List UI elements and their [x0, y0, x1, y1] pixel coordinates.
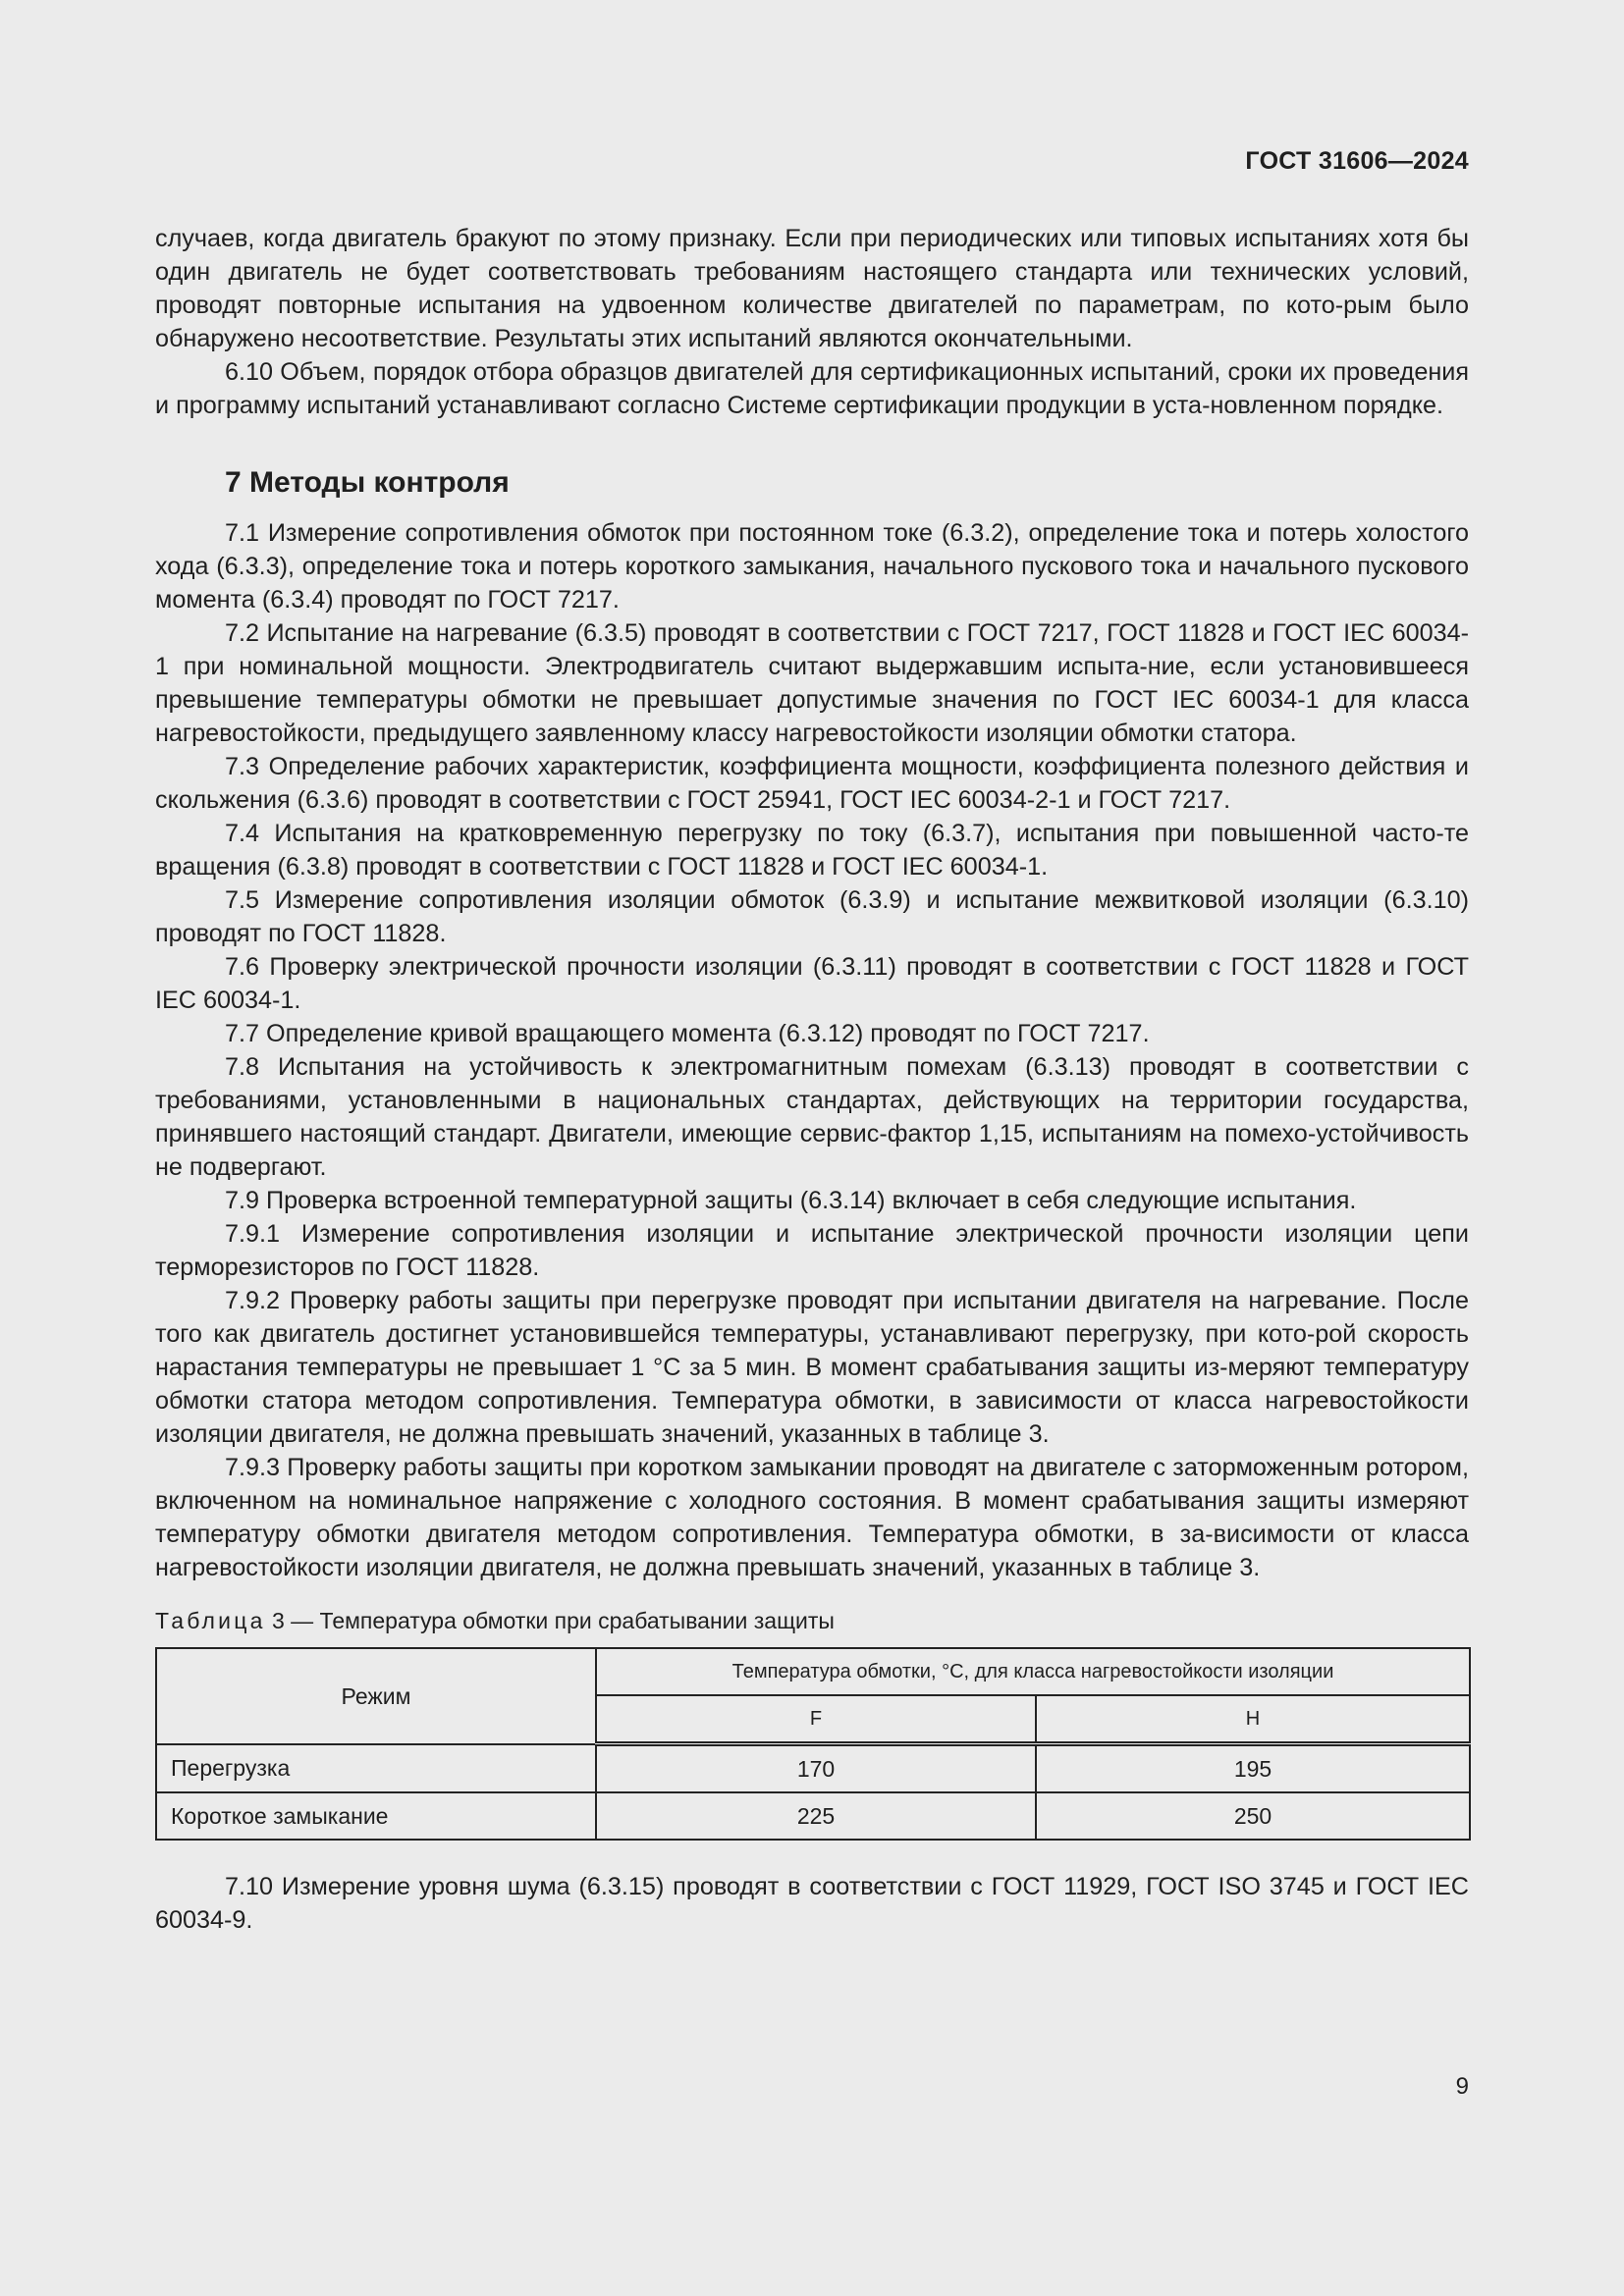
table-cell-f: 170 — [596, 1744, 1036, 1793]
paragraph-7-9: 7.9 Проверка встроенной температурной защиты (6.3.14) включает в себя следующие испытания. — [225, 1187, 1357, 1214]
table-header-class-f: F — [596, 1695, 1036, 1744]
table-cell-f: 225 — [596, 1792, 1036, 1840]
document-header: ГОСТ 31606—2024 — [1245, 147, 1469, 175]
paragraph-7-6: 7.6 Проверку электрической прочности изоляции (6.3.11) проводят в соответствии с ГОСТ 11828 и ГОСТ IEC 60034-1. — [155, 953, 1469, 1014]
paragraph-continuation: случаев, когда двигатель бракуют по этому признаку. Если при периодических или типовых испытаниях хотя бы один двигатель не будет соответствовать требованиям настоящего стандарта или технических условий, проводят повторные испытания на удвоенном количестве двигателей по параметрам, по кото-рым было обнаружено несоответствие. Результаты этих испытаний являются окончательными. — [155, 225, 1469, 352]
page-body — [155, 222, 1469, 1937]
paragraph-7-7: 7.7 Определение кривой вращающего момента (6.3.12) проводят по ГОСТ 7217. — [225, 1020, 1150, 1047]
temperature-table — [155, 1647, 1471, 1841]
table-caption-label: Таблица — [155, 1608, 266, 1633]
table-header-mode: Режим — [156, 1648, 596, 1744]
table-row — [156, 1792, 1470, 1840]
paragraph-7-3: 7.3 Определение рабочих характеристик, коэффициента мощности, коэффициента полезного действия и скольжения (6.3.6) проводят в соответствии с ГОСТ 25941, ГОСТ IEC 60034-2-1 и ГОСТ 7217. — [155, 753, 1469, 814]
paragraph-7-9-1: 7.9.1 Измерение сопротивления изоляции и испытание электрической прочности изоляции цепи терморезисторов по ГОСТ 11828. — [155, 1220, 1469, 1281]
table-cell-h: 195 — [1036, 1744, 1470, 1793]
paragraph-6-10: 6.10 Объем, порядок отбора образцов двигателей для сертификационных испытаний, сроки их проведения и программу испытаний устанавливают согласно Системе сертификации продукции в уста-новленном порядке. — [155, 358, 1469, 419]
paragraph-7-2: 7.2 Испытание на нагревание (6.3.5) проводят в соответствии с ГОСТ 7217, ГОСТ 11828 и ГОСТ IEC 60034-1 при номинальной мощности. Электродвигатель считают выдержавшим испыта-ние, если установившееся превышение температуры обмотки не превышает допустимые значения по ГОСТ IEC 60034-1 для класса нагревостойкости, предыдущего заявленному классу нагревостойкости изоляции обмотки статора. — [155, 619, 1469, 747]
page-number: 9 — [1455, 2073, 1469, 2100]
paragraph-7-10: 7.10 Измерение уровня шума (6.3.15) проводят в соответствии с ГОСТ 11929, ГОСТ ISO 3745 и ГОСТ IEC 60034-9. — [155, 1873, 1469, 1934]
paragraph-7-5: 7.5 Измерение сопротивления изоляции обмоток (6.3.9) и испытание межвитковой изоляции (6.3.10) проводят по ГОСТ 11828. — [155, 886, 1469, 947]
table-caption-text: 3 — Температура обмотки при срабатывании защиты — [265, 1608, 835, 1633]
table-cell-mode: Перегрузка — [156, 1744, 596, 1793]
table-header-class-h: H — [1036, 1695, 1470, 1744]
table-cell-h: 250 — [1036, 1792, 1470, 1840]
paragraph-7-1: 7.1 Измерение сопротивления обмоток при постоянном токе (6.3.2), определение тока и потерь холостого хода (6.3.3), определение тока и потерь короткого замыкания, начального пускового тока и начального пускового момента (6.3.4) проводят по ГОСТ 7217. — [155, 519, 1469, 614]
paragraph-7-9-3: 7.9.3 Проверку работы защиты при коротком замыкании проводят на двигателе с заторможенным ротором, включенном на номинальное напряжение с холодного состояния. В момент срабатывания защиты измеряют температуру обмотки двигателя методом сопротивления. Температура обмотки, в за-висимости от класса нагревостойкости изоляции двигателя, не должна превышать значений, указанных в таблице 3. — [155, 1454, 1469, 1581]
section-heading: 7 Методы контроля — [225, 466, 510, 499]
paragraph-7-9-2: 7.9.2 Проверку работы защиты при перегрузке проводят при испытании двигателя на нагревание. После того как двигатель достигнет установившейся температуры, устанавливают перегрузку, при кото-рой скорость нарастания температуры не превышает 1 °С за 5 мин. В момент срабатывания защиты из-меряют температуру обмотки статора методом сопротивления. Температура обмотки, в зависимости от класса нагревостойкости изоляции двигателя, не должна превышать значений, указанных в таблице 3. — [155, 1287, 1469, 1448]
paragraph-7-4: 7.4 Испытания на кратковременную перегрузку по току (6.3.7), испытания при повышенной часто-те вращения (6.3.8) проводят в соответствии с ГОСТ 11828 и ГОСТ IEC 60034-1. — [155, 820, 1469, 881]
table-caption — [155, 1606, 1469, 1635]
paragraph-7-8: 7.8 Испытания на устойчивость к электромагнитным помехам (6.3.13) проводят в соответствии с требованиями, установленными в национальных стандартах, действующих на территории государства, принявшего настоящий стандарт. Двигатели, имеющие сервис-фактор 1,15, испытаниям на помехо-устойчивость не подвергают. — [155, 1053, 1469, 1181]
table-row — [156, 1744, 1470, 1793]
table-cell-mode: Короткое замыкание — [156, 1792, 596, 1840]
table-header-group: Температура обмотки, °С, для класса нагревостойкости изоляции — [596, 1648, 1470, 1695]
